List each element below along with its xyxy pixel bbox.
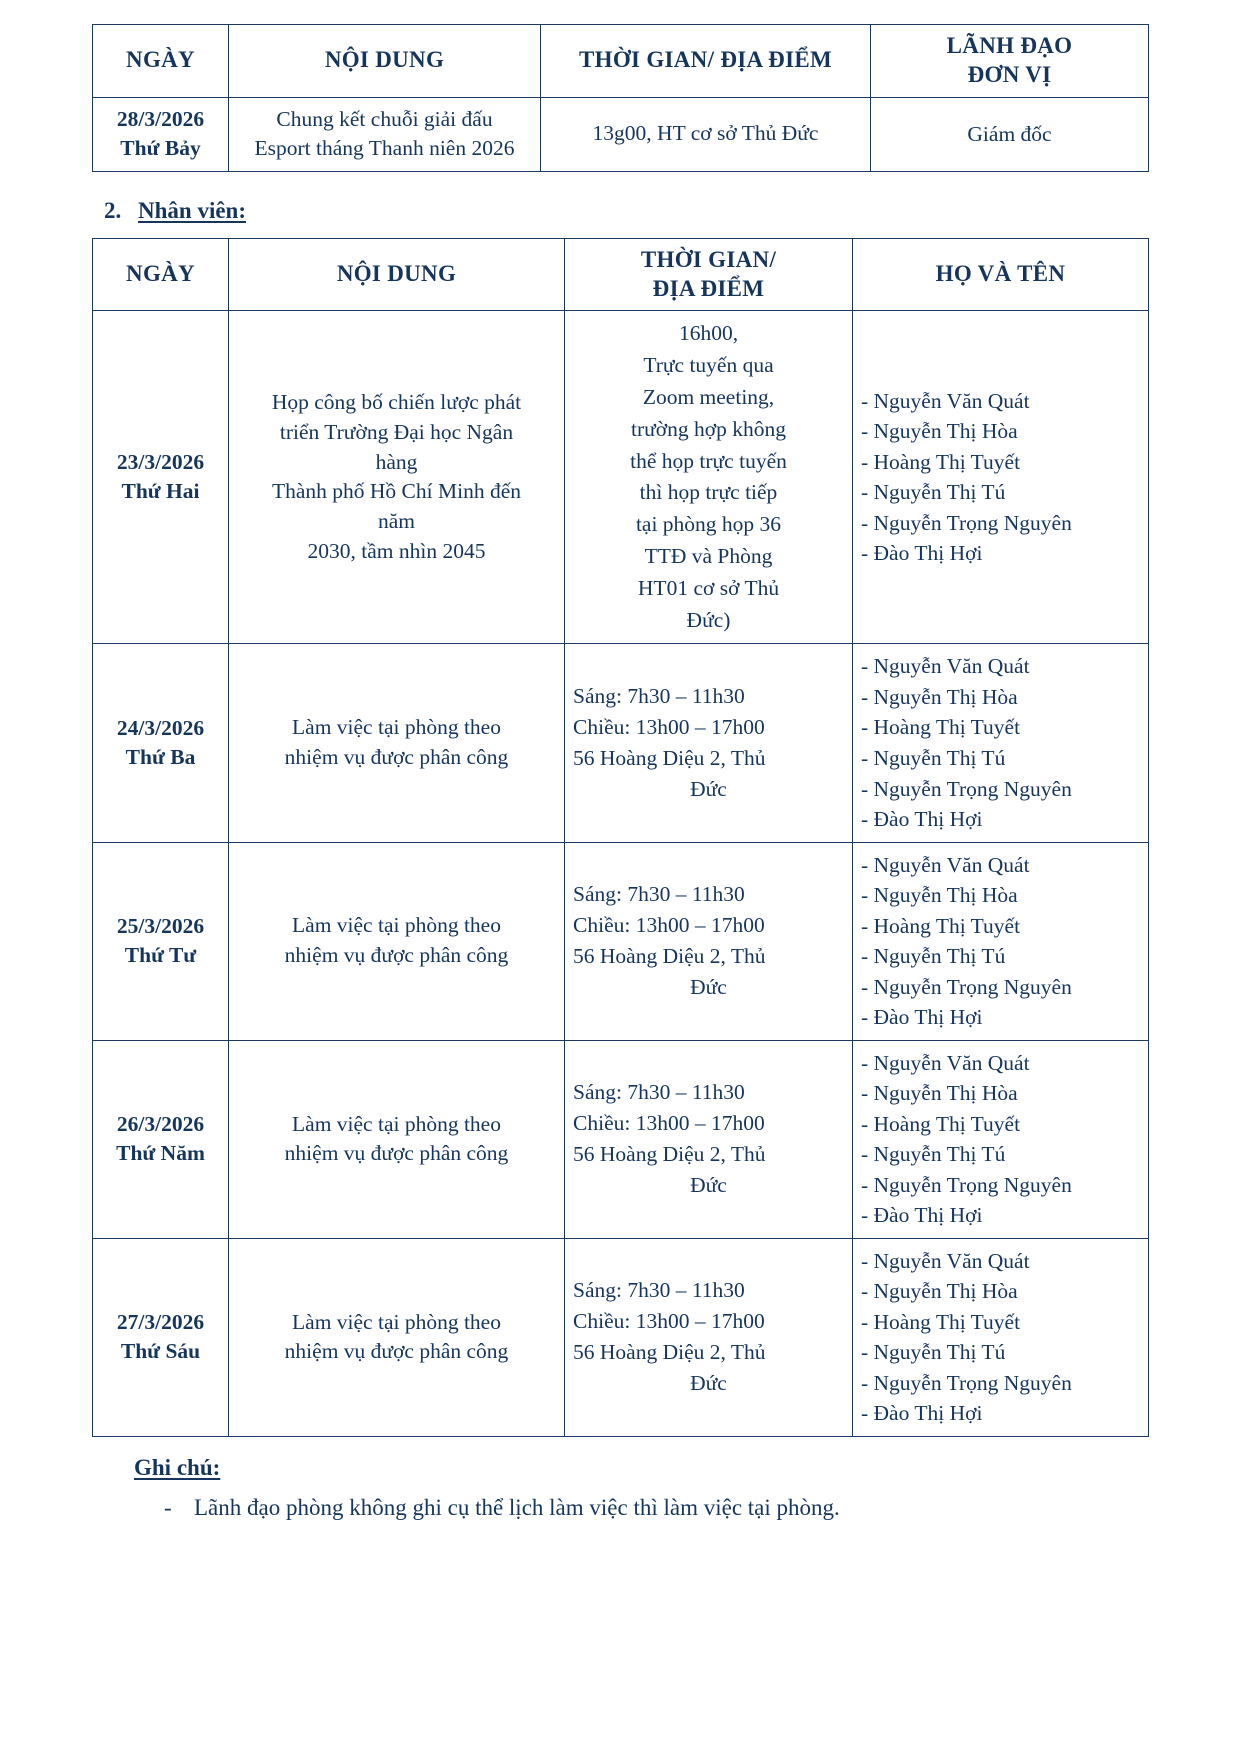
name-item: - Nguyễn Thị Hòa [861,1279,1018,1304]
cell-time-place [565,1238,853,1436]
cell-date [93,644,229,842]
section-heading-staff [92,198,1149,224]
column-header-time-place-line1: THỜI GIAN/ ĐỊA ĐIỂM [579,47,832,73]
cell-time-line: TTĐ và Phòng [644,544,773,568]
name-item: - Đào Thị Hợi [861,807,983,832]
name-item: - Đào Thị Hợi [861,1203,983,1228]
name-item: - Hoàng Thị Tuyết [861,1309,1021,1334]
column-header-time-place-line2: ĐỊA ĐIỂM [652,275,765,301]
cell-date [93,97,229,171]
cell-time-line: Chiều: 13h00 – 17h00 [573,1309,765,1334]
leader-schedule-table [92,24,1149,172]
name-item: - Nguyễn Văn Quát [861,654,1030,679]
cell-content-line: Làm việc tại phòng theo [292,715,501,740]
section-number: 2. [104,197,122,223]
cell-content-line: Thành phố Hồ Chí Minh đến [271,479,522,504]
cell-content-line: nhiệm vụ được phân công [284,943,509,968]
name-item: - Nguyễn Thị Hòa [861,883,1018,908]
cell-content-line2: Esport tháng Thanh niên 2026 [254,136,515,161]
name-item: - Đào Thị Hợi [861,541,983,566]
table-header-row [93,25,1149,98]
name-item: - Nguyễn Trọng Nguyên [861,510,1072,535]
cell-content-line: nhiệm vụ được phân công [284,1339,509,1364]
cell-content [229,1040,565,1238]
cell-date-line1: 25/3/2026 [116,914,205,939]
cell-time-place [541,97,871,171]
cell-content-line: 2030, tầm nhìn 2045 [307,538,486,563]
name-item: - Nguyễn Văn Quát [861,1050,1030,1075]
cell-time-text: 13g00, HT cơ sở Thủ Đức [592,121,819,146]
name-item: - Nguyễn Trọng Nguyên [861,1172,1072,1197]
name-item: - Nguyễn Thị Tú [861,1142,1006,1167]
cell-time-place [565,311,853,644]
cell-content [229,97,541,171]
cell-content [229,1238,565,1436]
cell-content [229,842,565,1040]
cell-time-line: 56 Hoàng Diệu 2, Thủ [573,1340,766,1365]
cell-content [229,644,565,842]
cell-time-line: Sáng: 7h30 – 11h30 [573,1079,745,1104]
cell-time-line: Sáng: 7h30 – 11h30 [573,683,745,708]
table-row [93,97,1149,171]
name-item: - Nguyễn Thị Tú [861,480,1006,505]
cell-leader-text: Giám đốc [967,122,1052,147]
cell-time-line: Trực tuyến qua [643,353,774,378]
column-header-content [229,25,541,98]
notes-list [106,1491,1149,1524]
cell-content-line: nhiệm vụ được phân công [284,744,509,769]
cell-content [229,311,565,644]
table-header-row [93,238,1149,311]
cell-names [853,1238,1149,1436]
cell-time-line: Đức [690,1173,727,1198]
cell-time-line: thể họp trực tuyến [630,448,787,473]
cell-date-line1: 26/3/2026 [116,1112,205,1137]
name-item: - Đào Thị Hợi [861,1401,983,1426]
cell-time-line: Sáng: 7h30 – 11h30 [573,881,745,906]
column-header-time-place [565,238,853,311]
column-header-time-place [541,25,871,98]
cell-time-line: HT01 cơ sở Thủ [637,575,780,600]
note-item: - Lãnh đạo phòng không ghi cụ thể lịch làm việc thì làm việc tại phòng. [160,1491,1149,1524]
name-item: - Hoàng Thị Tuyết [861,1111,1021,1136]
cell-time-line: Chiều: 13h00 – 17h00 [573,714,765,739]
column-header-date-line1: NGÀY [126,47,195,73]
table-row [93,1238,1149,1436]
table-row [93,1040,1149,1238]
column-header-leader-line2: ĐƠN VỊ [967,61,1052,87]
column-header-date-line1: NGÀY [126,261,195,287]
table-row [93,644,1149,842]
section-label: Nhân viên: [138,197,246,223]
name-item: - Hoàng Thị Tuyết [861,449,1021,474]
column-header-date [93,238,229,311]
cell-time-line: Chiều: 13h00 – 17h00 [573,912,765,937]
cell-time-line: Zoom meeting, [642,384,775,409]
cell-content-line: Làm việc tại phòng theo [292,1309,501,1334]
column-header-fullname [853,238,1149,311]
table-row [93,311,1149,644]
cell-names [853,1040,1149,1238]
name-item: - Nguyễn Văn Quát [861,388,1030,413]
cell-time-line: Đức) [686,607,731,632]
cell-content-line: triển Trường Đại học Ngân [279,420,514,445]
column-header-fullname-line1: HỌ VÀ TÊN [935,261,1066,287]
table-row [93,842,1149,1040]
cell-date-line2: Thứ Năm [116,1141,205,1166]
name-item: - Nguyễn Trọng Nguyên [861,776,1072,801]
column-header-content-line1: NỘI DUNG [336,261,457,287]
name-item: - Nguyễn Văn Quát [861,1248,1030,1273]
cell-date [93,1238,229,1436]
cell-time-line: 56 Hoàng Diệu 2, Thủ [573,745,766,770]
notes-title: Ghi chú: [134,1454,221,1480]
cell-date [93,1040,229,1238]
cell-time-line: Sáng: 7h30 – 11h30 [573,1277,745,1302]
cell-content-line: Làm việc tại phòng theo [292,913,501,938]
name-item: - Nguyễn Trọng Nguyên [861,1370,1072,1395]
cell-date-line2: Thứ Sáu [120,1339,201,1364]
name-item: - Nguyễn Thị Tú [861,1340,1006,1365]
column-header-leader-line1: LÃNH ĐẠO [946,33,1073,58]
cell-time-line: Đức [690,1371,727,1396]
column-header-time-place-line1: THỜI GIAN/ [640,246,777,272]
cell-content-line: năm [377,509,416,534]
cell-names [853,842,1149,1040]
cell-date-line1: 28/3/2026 [116,107,205,132]
cell-time-line: 16h00, [678,321,739,346]
cell-date-line2: Thứ Bảy [120,136,201,161]
cell-time-line: Chiều: 13h00 – 17h00 [573,1111,765,1135]
cell-time-line: Đức [690,975,727,1000]
name-item: - Nguyễn Thị Hòa [861,1081,1018,1106]
cell-time-place [565,644,853,842]
cell-names [853,644,1149,842]
name-item: - Nguyễn Thị Hòa [861,684,1018,709]
cell-content-line: hàng [375,449,418,474]
cell-time-line: 56 Hoàng Diệu 2, Thủ [573,1142,766,1167]
name-item: - Nguyễn Thị Tú [861,745,1006,770]
cell-names [853,311,1149,644]
cell-date-line1: 24/3/2026 [116,715,205,740]
cell-content-line1: Chung kết chuỗi giải đấu [276,106,493,131]
cell-date [93,842,229,1040]
cell-leader [871,97,1149,171]
name-item: - Hoàng Thị Tuyết [861,715,1021,740]
cell-date-line1: 23/3/2026 [116,450,205,475]
notes-section [92,1455,1149,1524]
cell-date-line2: Thứ Hai [121,479,200,504]
cell-content-line: nhiệm vụ được phân công [284,1141,509,1166]
cell-time-line: tại phòng họp 36 [635,512,782,537]
cell-date [93,311,229,644]
cell-date-line2: Thứ Ba [125,744,196,769]
name-item: - Nguyễn Trọng Nguyên [861,974,1072,999]
staff-schedule-table [92,238,1149,1437]
name-item: - Đào Thị Hợi [861,1005,983,1030]
column-header-content-line1: NỘI DUNG [324,47,445,73]
cell-content-line: Làm việc tại phòng theo [292,1111,501,1136]
cell-time-line: Đức [690,777,727,802]
cell-date-line1: 27/3/2026 [116,1310,205,1335]
column-header-content [229,238,565,311]
cell-time-place [565,1040,853,1238]
name-item: - Nguyễn Văn Quát [861,852,1030,877]
cell-date-line2: Thứ Tư [124,943,197,968]
column-header-leader [871,25,1149,98]
cell-time-line: thì họp trực tiếp [639,480,778,505]
column-header-date [93,25,229,98]
cell-content-line: Họp công bố chiến lược phát [271,390,522,415]
name-item: - Nguyễn Thị Hòa [861,419,1018,444]
cell-time-place [565,842,853,1040]
name-item: - Nguyễn Thị Tú [861,944,1006,969]
cell-time-line: trường hợp không [630,416,787,441]
cell-time-line: 56 Hoàng Diệu 2, Thủ [573,944,766,969]
name-item: - Hoàng Thị Tuyết [861,913,1021,938]
